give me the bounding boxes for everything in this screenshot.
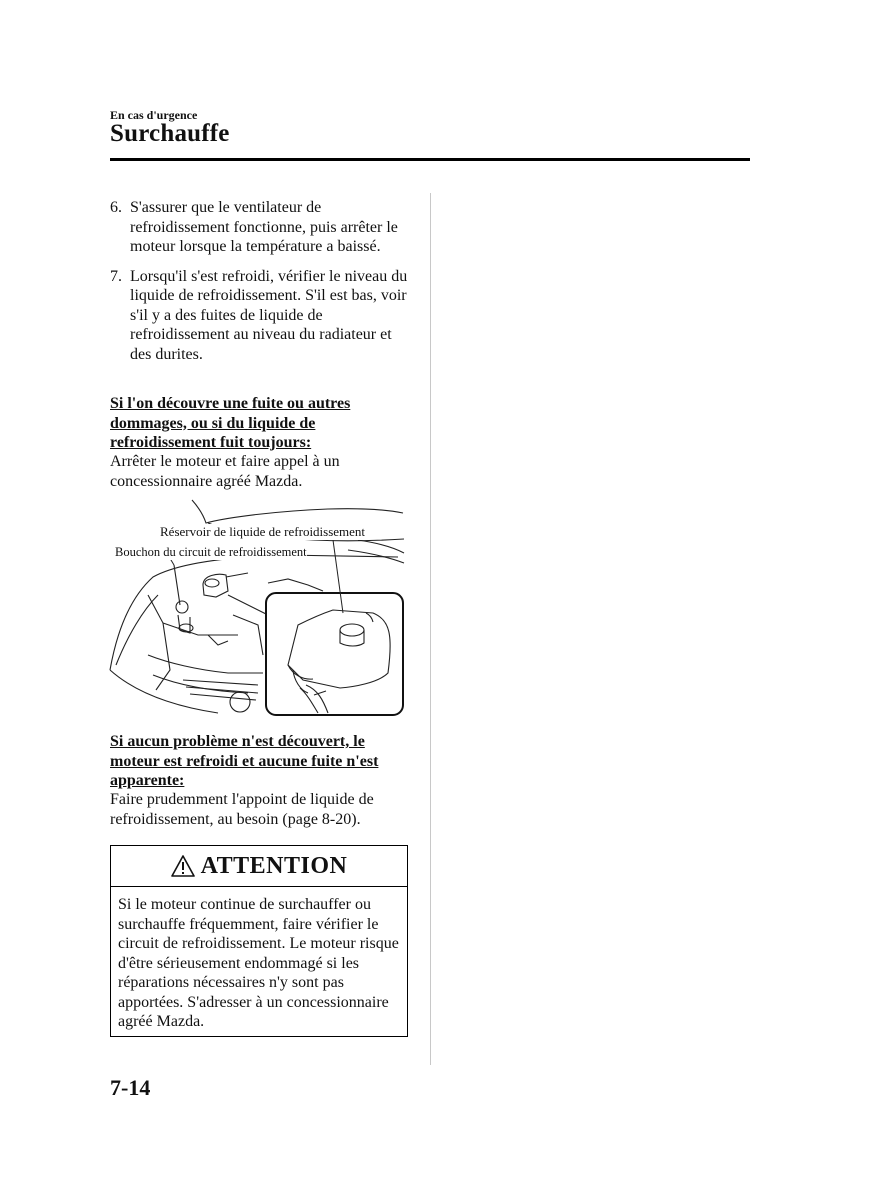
section-label: En cas d'urgence [110, 108, 198, 122]
leak-case-text: Arrêter le moteur et faire appel à un concessionnaire agréé Mazda. [110, 453, 340, 490]
title-divider [110, 158, 750, 161]
radiator-cap-label: Bouchon du circuit de refroidissement [115, 545, 307, 559]
step-text: S'assurer que le ventilateur de refroidissement fonctionne, puis arrêter le moteur lorsque la température a baissé. [130, 199, 398, 255]
list-item [110, 198, 410, 257]
attention-title: ATTENTION [200, 852, 348, 879]
step-number: 6. [110, 199, 122, 216]
step-number: 7. [110, 267, 122, 285]
attention-header [111, 846, 407, 887]
reservoir-label: Réservoir de liquide de refroidissement [160, 524, 366, 539]
attention-box [110, 845, 408, 1037]
warning-triangle-icon [171, 854, 195, 878]
page-title: Surchauffe [110, 120, 230, 147]
steps-list [110, 198, 410, 374]
leak-case-heading: Si l'on découvre une fuite ou autres dommages, ou si du liquide de refroidissement fuit toujours: [110, 395, 351, 451]
no-problem-heading: Si aucun problème n'est découvert, le moteur est refroidi et aucune fuite n'est apparente: [110, 733, 379, 789]
no-problem-text: Faire prudemment l'appoint de liquide de refroidissement, au besoin (page 8-20). [110, 791, 374, 828]
column-divider [430, 193, 431, 1065]
page-number: 7-14 [110, 1075, 151, 1100]
step-text: Lorsqu'il s'est refroidi, vérifier le niveau du liquide de refroidissement. S'il est bas, voir s'il y a des fuites de liquide de refroidissement au niveau du radiateur et des durites. [130, 267, 408, 363]
engine-figure [108, 495, 408, 720]
list-item [110, 267, 410, 365]
attention-text: Si le moteur continue de surchauffer ou surchauffe fréquemment, faire vérifier le circuit de refroidissement. Le moteur risque d'être sérieusement endommagé si les réparations nécessaires n'y sont pas apportées. S'adresser à un concessionnaire agréé Mazda. [118, 896, 399, 1030]
